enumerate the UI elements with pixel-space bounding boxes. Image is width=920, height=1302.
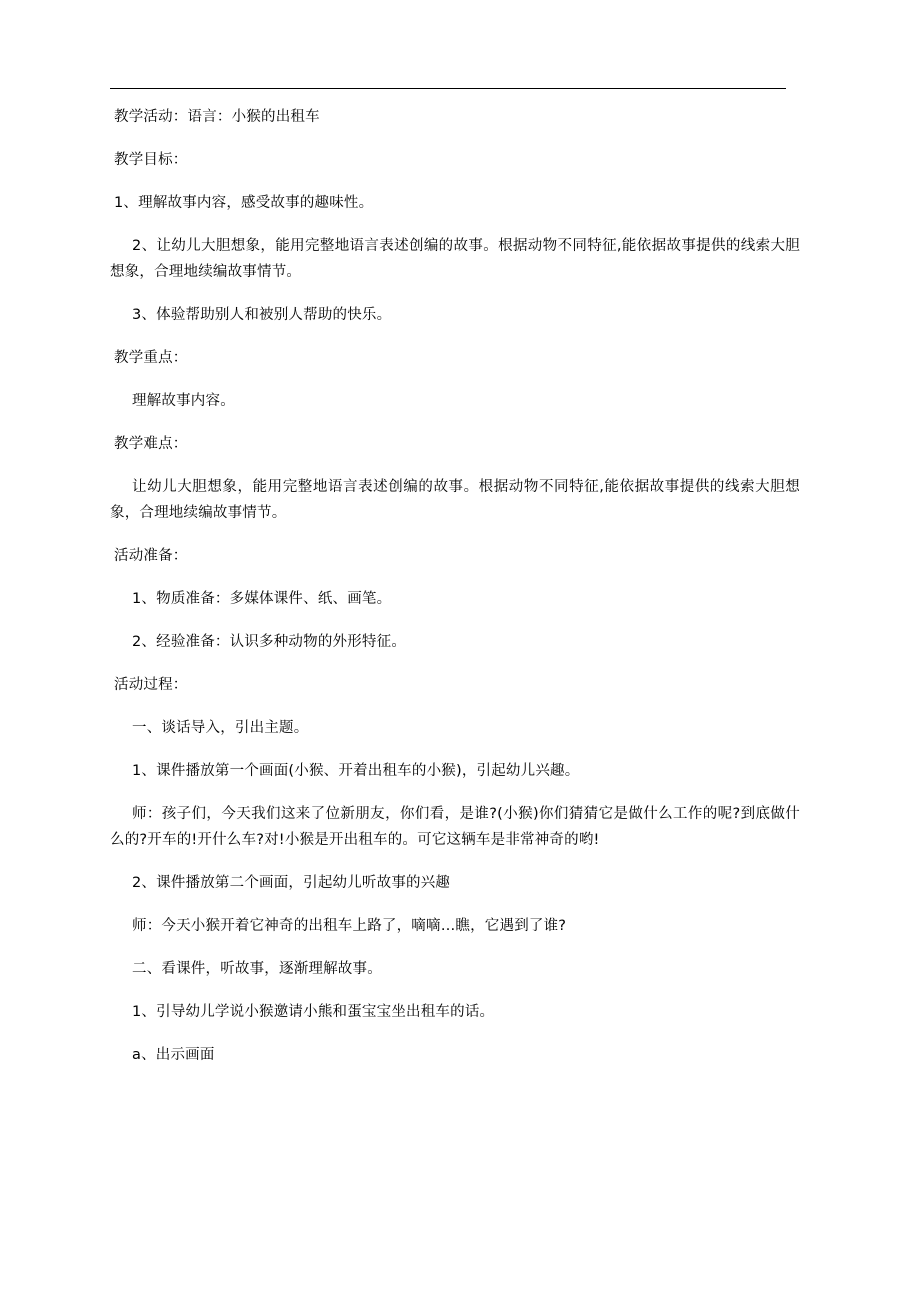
paragraph: 师：今天小猴开着它神奇的出租车上路了，嘀嘀…瞧，它遇到了谁? — [132, 918, 567, 934]
paragraph: 教学重点： — [114, 350, 188, 366]
paragraph: 1、理解故事内容，感受故事的趣味性。 — [114, 195, 374, 211]
paragraph: 二、看课件，听故事，逐渐理解故事。 — [132, 961, 382, 977]
paragraph: a、出示画面 — [132, 1047, 215, 1063]
paragraph: 让幼儿大胆想象，能用完整地语言表述创编的故事。根据动物不同特征,能依据故事提供的线索大胆想象，合理地续编故事情节。 — [110, 479, 800, 521]
paragraph: 1、课件播放第一个画面(小猴、开着出租车的小猴)，引起幼儿兴趣。 — [132, 763, 580, 779]
paragraph: 1、物质准备：多媒体课件、纸、画笔。 — [132, 591, 392, 607]
paragraph: 教学难点： — [114, 436, 188, 452]
paragraph: 1、引导幼儿学说小猴邀请小熊和蛋宝宝坐出租车的话。 — [132, 1004, 495, 1020]
paragraph: 理解故事内容。 — [132, 393, 235, 409]
paragraph: 教学活动：语言：小猴的出租车 — [114, 109, 320, 125]
paragraph: 2、经验准备：认识多种动物的外形特征。 — [132, 634, 407, 650]
paragraph: 教学目标： — [114, 152, 188, 168]
paragraph: 2、让幼儿大胆想象，能用完整地语言表述创编的故事。根据动物不同特征,能依据故事提供的线索大胆想象，合理地续编故事情节。 — [110, 238, 800, 280]
paragraph: 3、体验帮助别人和被别人帮助的快乐。 — [132, 307, 392, 323]
paragraph: 活动准备： — [114, 548, 188, 564]
header-divider — [110, 88, 786, 89]
document-body — [110, 104, 800, 1085]
paragraph: 一、谈话导入，引出主题。 — [132, 720, 309, 736]
paragraph: 2、课件播放第二个画面，引起幼儿听故事的兴趣 — [132, 875, 451, 891]
paragraph: 师：孩子们，今天我们这来了位新朋友，你们看，是谁?(小猴)你们猜猜它是做什么工作的呢?到底做什么的?开车的!开什么车?对!小猴是开出租车的。可它这辆车是非常神奇的哟! — [110, 806, 800, 848]
paragraph: 活动过程： — [114, 677, 188, 693]
